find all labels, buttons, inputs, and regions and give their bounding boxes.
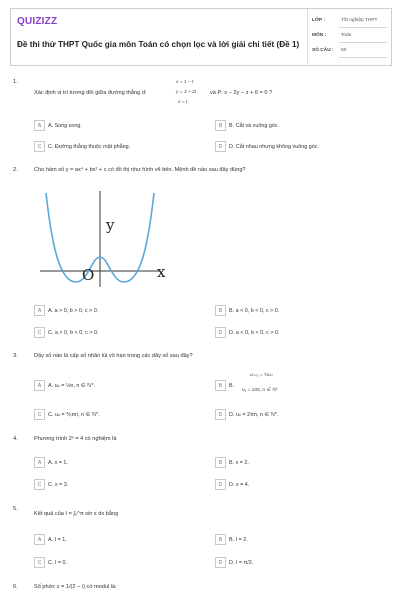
option-text: A. Song song.	[48, 122, 82, 129]
option-text: A. x = 1.	[48, 459, 68, 466]
option-key-box[interactable]: D	[215, 327, 226, 338]
option-b-line1: uₙ₊₁ = ½uₙ	[250, 373, 273, 378]
option-a[interactable]	[34, 534, 67, 545]
option-text: C. uₙ = ⅙πn, n ∈ ℕ*.	[48, 411, 100, 418]
question-text: Xác định vị trí tương đối giữa đường thẳng d:	[34, 90, 147, 96]
question-number: 6.	[13, 584, 18, 590]
subject-underline	[339, 42, 387, 43]
question-count-label: SỐ CÂU :	[312, 48, 334, 53]
option-c[interactable]	[34, 409, 100, 420]
option-text: D. a < 0, b < 0, c > 0.	[229, 329, 280, 336]
option-key-box[interactable]: C	[34, 409, 45, 420]
option-b[interactable]	[215, 457, 249, 468]
option-key-box[interactable]: B	[215, 457, 226, 468]
question-text-tail: và P: x − 2y − z + 6 = 0 ?	[210, 90, 273, 96]
quizizz-logo: QUIZIZZ	[17, 16, 58, 27]
question-text: Cho hàm số y = ax⁴ + bx² + c có đồ thị như hình vẽ bên. Mệnh đề nào sau đây đúng?	[34, 167, 246, 173]
worksheet-header	[10, 8, 392, 66]
option-b[interactable]	[215, 305, 279, 316]
option-text: B.	[229, 382, 235, 389]
subject-value: Toán	[341, 33, 352, 38]
graph-y-label: y	[106, 216, 115, 234]
option-d[interactable]	[215, 327, 280, 338]
option-a[interactable]	[34, 457, 68, 468]
option-c[interactable]	[34, 557, 67, 568]
question-text: Số phức z = 1/(2 − i) có modul là:	[34, 584, 117, 590]
function-graph	[38, 187, 168, 289]
option-text: D. I = π/2.	[229, 559, 254, 566]
equation-line: z = t	[178, 100, 188, 105]
option-text: C. Đường thẳng thuộc mặt phẳng.	[48, 143, 131, 150]
equation-line: x = 1 − t	[176, 80, 194, 85]
question-number: 5.	[13, 506, 18, 512]
option-d[interactable]	[215, 141, 319, 152]
option-b-line2: u₁ = 100, n ∈ ℕ*	[242, 388, 278, 393]
option-text: B. Cắt và vuông góc.	[229, 122, 280, 129]
question-number: 4.	[13, 436, 18, 442]
document-title: Đề thi thử THPT Quốc gia môn Toán có chọn lọc và lời giải chi tiết (Đề 1)	[17, 40, 300, 49]
option-key-box[interactable]: D	[215, 557, 226, 568]
graph-origin-label: O	[82, 266, 95, 284]
option-key-box[interactable]: A	[34, 305, 45, 316]
option-key-box[interactable]: B	[215, 380, 226, 391]
option-c[interactable]	[34, 141, 130, 152]
option-d[interactable]	[215, 479, 249, 490]
question-number: 1.	[13, 79, 18, 85]
option-b[interactable]	[215, 120, 279, 131]
option-a[interactable]	[34, 120, 82, 131]
option-c[interactable]	[34, 327, 99, 338]
option-key-box[interactable]: A	[34, 457, 45, 468]
option-key-box[interactable]: D	[215, 479, 226, 490]
option-d[interactable]	[215, 409, 279, 420]
class-underline	[339, 27, 387, 28]
option-text: A. uₙ = ⅓n, n ∈ ℕ*.	[48, 382, 95, 389]
option-key-box[interactable]: D	[215, 409, 226, 420]
subject-label: MÔN :	[312, 33, 327, 38]
option-key-box[interactable]: B	[215, 305, 226, 316]
option-text: D. x = 4.	[229, 481, 250, 488]
option-key-box[interactable]: A	[34, 534, 45, 545]
option-a[interactable]	[34, 305, 98, 316]
option-b[interactable]	[215, 380, 234, 391]
option-key-box[interactable]: C	[34, 141, 45, 152]
option-key-box[interactable]: A	[34, 380, 45, 391]
header-divider	[307, 9, 308, 65]
class-value: Tốt nghiệp THPT	[341, 18, 378, 23]
option-key-box[interactable]: D	[215, 141, 226, 152]
option-d[interactable]	[215, 557, 253, 568]
option-key-box[interactable]: C	[34, 327, 45, 338]
option-text: B. a < 0, b < 0, c > 0.	[229, 307, 280, 314]
option-key-box[interactable]: B	[215, 534, 226, 545]
question-text: Dãy số nào là cấp số nhân lùi vô hạn trong các dãy số sau đây?	[34, 353, 193, 359]
question-text: Phương trình 2ˣ = 4 có nghiệm là	[34, 436, 117, 442]
option-text: B. x = 2.	[229, 459, 249, 466]
equation-line: y = 3 + 2t	[176, 90, 197, 95]
option-text: D. Cắt nhau nhưng không vuông góc.	[229, 143, 319, 150]
option-key-box[interactable]: C	[34, 479, 45, 490]
graph-x-label: x	[157, 263, 166, 281]
option-key-box[interactable]: C	[34, 557, 45, 568]
option-key-box[interactable]: B	[215, 120, 226, 131]
option-text: A. a > 0, b > 0, c > 0.	[48, 307, 99, 314]
option-text: C. x = 3.	[48, 481, 69, 488]
option-text: A. I = 1.	[48, 536, 67, 543]
option-text: D. uₙ = 2πn, n ∈ ℕ*.	[229, 411, 279, 418]
option-text: B. I = 2.	[229, 536, 248, 543]
option-key-box[interactable]: A	[34, 120, 45, 131]
question-text: Kết quả của I = ∫₀^π sin x dx bằng	[34, 511, 119, 517]
option-text: C. I = 0.	[48, 559, 68, 566]
option-c[interactable]	[34, 479, 68, 490]
question-count-value: 50	[341, 48, 347, 53]
question-count-underline	[339, 57, 387, 58]
option-b[interactable]	[215, 534, 248, 545]
question-number: 2.	[13, 167, 18, 173]
option-a[interactable]	[34, 380, 95, 391]
question-number: 3.	[13, 353, 18, 359]
option-text: C. a > 0, b < 0, c > 0.	[48, 329, 99, 336]
class-label: LỚP :	[312, 18, 326, 23]
